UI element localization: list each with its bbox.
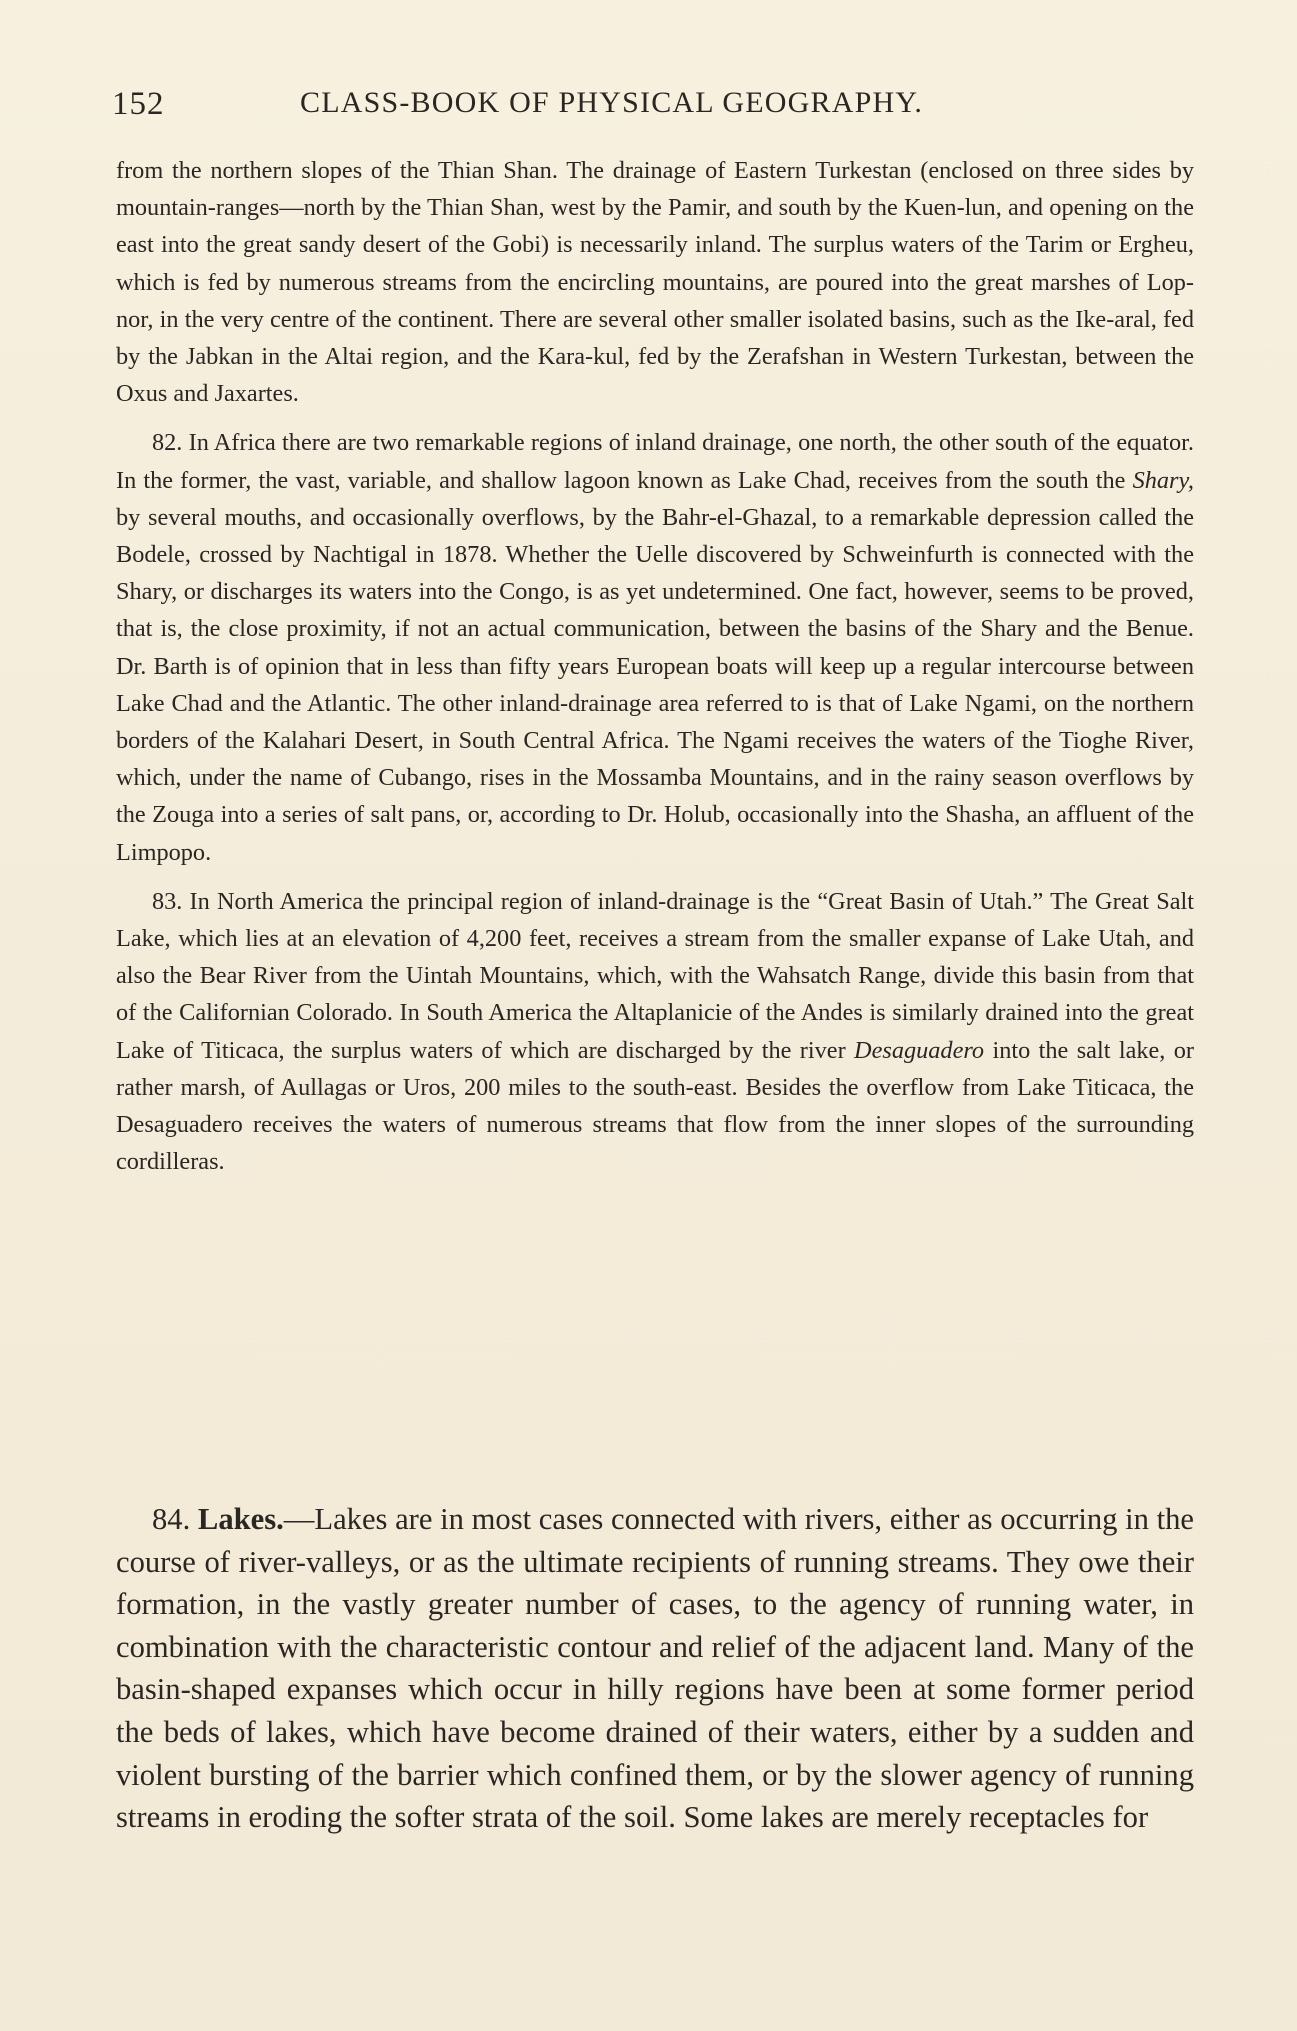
paragraph-82-part-a: 82. In Africa there are two remarkable regions of inland drainage, one north, the other south of the equator. In the former, the vast, variable, and shallow lagoon known as Lake Chad, receives from the south the [116, 429, 1194, 494]
running-title: CLASS-BOOK OF PHYSICAL GEOGRAPHY. [300, 86, 924, 119]
paragraph-82-italic: Shary, [1132, 466, 1194, 494]
paragraph-83 [116, 883, 1194, 1181]
paragraph-84-number: 84. [152, 1502, 198, 1536]
paragraph-82 [116, 424, 1194, 870]
paragraph-83-part-b: into the salt lake, or rather marsh, of Aullagas or Uros, 200 miles to the south-east. Besides the overflow from Lake Titicaca, the Desaguadero receives the waters of numerous streams that flow from the inner slopes of the surrounding cordilleras. [116, 1036, 1194, 1176]
large-print-text [116, 1498, 1194, 1839]
paragraph-84-text: —Lakes are in most cases connected with rivers, either as occurring in the course of river-valleys, or as the ultimate recipients of running streams. They owe their formation, in the vastly greater number of cases, to the agency of running water, in combination with the characteristic contour and relief of the adjacent land. Many of the basin-shaped expanses which occur in hilly regions have been at some former period the beds of lakes, which have become drained of their waters, either by a sudden and violent bursting of the barrier which confined them, or by the slower agency of running streams in eroding the softer strata of the soil. Some lakes are merely receptacles for [116, 1502, 1194, 1835]
page-header [112, 78, 1202, 128]
paragraph-82-part-b: by several mouths, and occasionally overflows, by the Bahr-el-Ghazal, to a remarkable depression called the Bodele, crossed by Nachtigal in 1878. Whether the Uelle discovered by Schweinfurth is connected with the Shary, or discharges its waters into the Congo, is as yet undetermined. One fact, however, seems to be proved, that is, the close proximity, if not an actual communication, between the basins of the Shary and the Benue. Dr. Barth is of opinion that in less than fifty years European boats will keep up a regular intercourse between Lake Chad and the Atlantic. The other inland-drainage area referred to is that of Lake Ngami, on the northern borders of the Kalahari Desert, in South Central Africa. The Ngami receives the waters of the Tioghe River, which, under the name of Cubango, rises in the Mossamba Mountains, and in the rainy season overflows by the Zouga into a series of salt pans, or, according to Dr. Holub, occasionally into the Shasha, an affluent of the Limpopo. [116, 503, 1194, 866]
small-print-text [116, 152, 1194, 1192]
paragraph-84 [116, 1498, 1194, 1839]
page-number: 152 [112, 86, 165, 122]
paragraph-81-continued: from the northern slopes of the Thian Shan. The drainage of Eastern Turkestan (enclosed on three sides by mountain-ranges—north by the Thian Shan, west by the Pamir, and south by the Kuen-lun, and opening on the east into the great sandy desert of the Gobi) is necessarily inland. The surplus waters of the Tarim or Ergheu, which is fed by numerous streams from the encircling mountains, are poured into the great marshes of Lop-nor, in the very centre of the continent. There are several other smaller isolated basins, such as the Ike-aral, fed by the Jabkan in the Altai region, and the Kara-kul, fed by the Zerafshan in Western Turkestan, between the Oxus and Jaxartes. [116, 157, 1194, 408]
section-heading-lakes: Lakes. [197, 1502, 284, 1536]
paragraph-83-italic: Desaguadero [854, 1036, 985, 1064]
paragraph-83-part-a: 83. In North America the principal region of inland-drainage is the “Great Basin of Utah.” The Great Salt Lake, which lies at an elevation of 4,200 feet, receives a stream from the smaller expanse of Lake Utah, and also the Bear River from the Uintah Mountains, which, with the Wahsatch Range, divide this basin from that of the Californian Colorado. In South America the Altaplanicie of the Andes is similarly drained into the great Lake of Titicaca, the surplus waters of which are discharged by the river [116, 887, 1194, 1064]
